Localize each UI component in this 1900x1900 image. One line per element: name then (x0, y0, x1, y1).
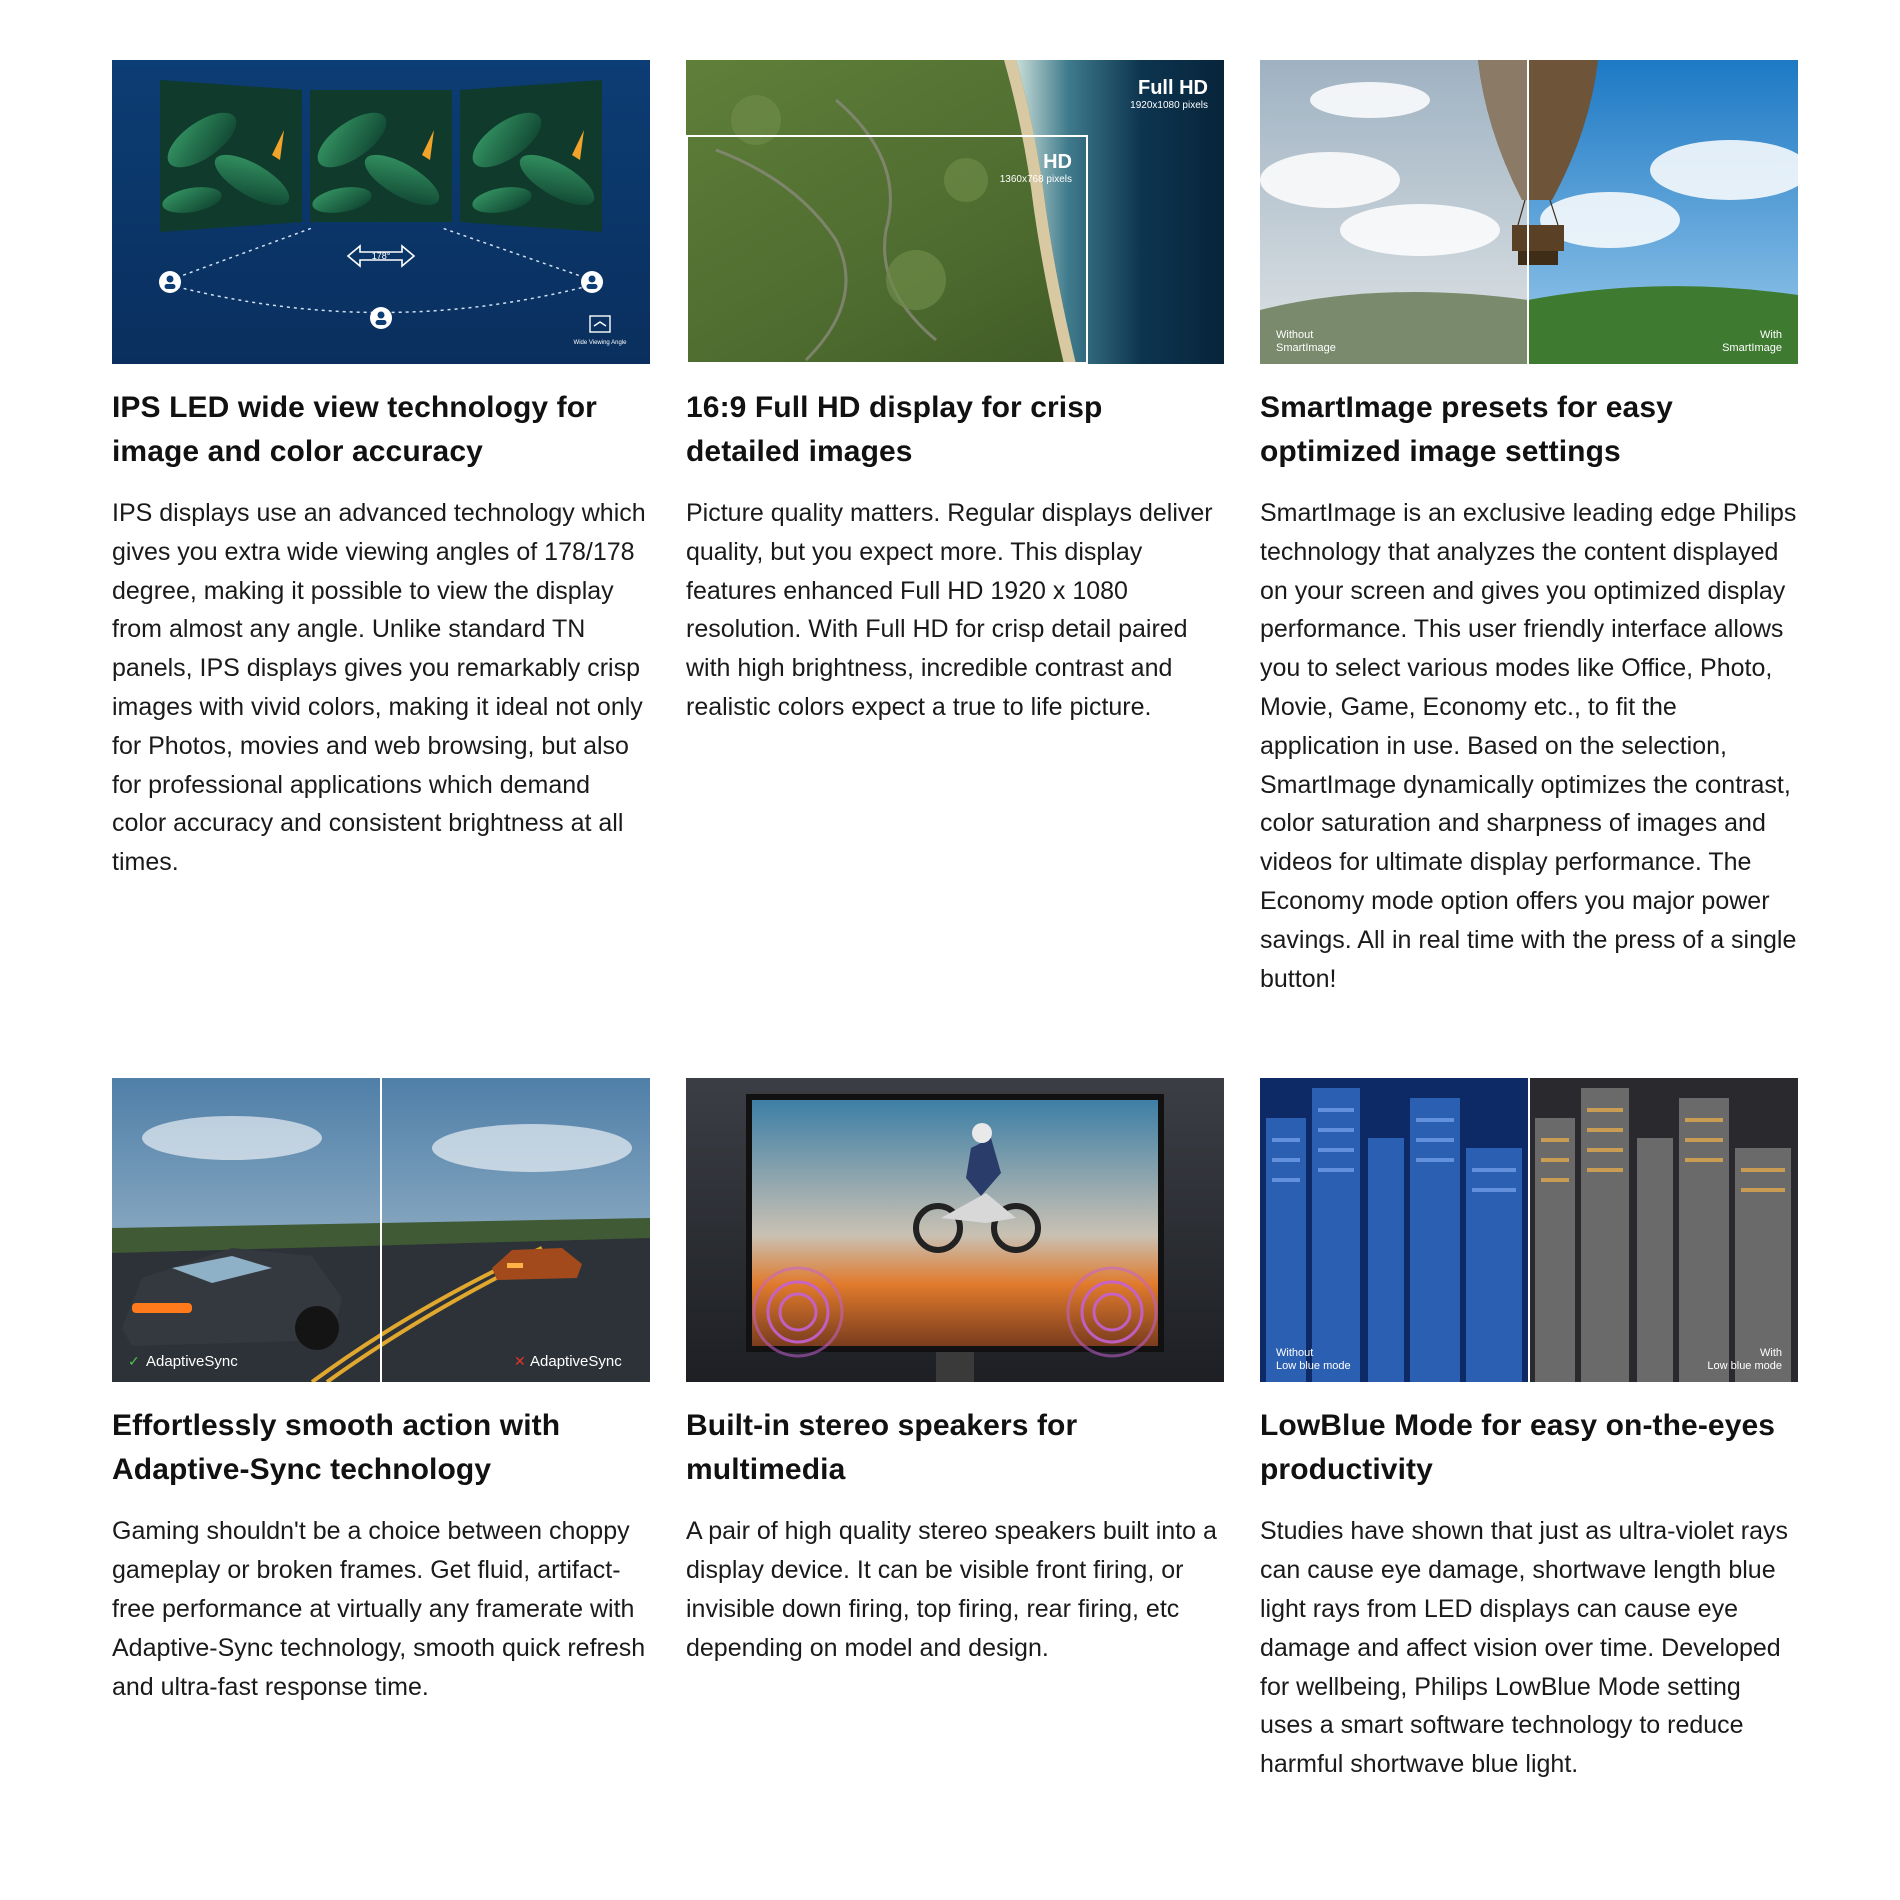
feature-description: IPS displays use an advanced technology which gives you extra wide viewing angles of 178/178 degree, making it possible to view the display from almost any angle. Unlike standard TN panels, IPS displays gives you remarkably crisp images with vivid colors, making it ideal not only for Photos, movies and web browsing, but also for professional applications which demand color accuracy and consistent brightness at all times. (112, 499, 646, 877)
feature-description: SmartImage is an exclusive leading edge Philips technology that analyzes the content displayed on your screen and gives you optimized display performance. This user friendly interface allows you to select various modes like Office, Photo, Movie, Game, Economy etc., to fit the application in use. Based on the selection, SmartImage dynamically optimizes the contrast, color saturation and sharpness of images and videos for ultimate display performance. The Economy mode option offers you major power savings. All in real time with the press of a single button! (1260, 499, 1797, 993)
feature-card-lowblue (1260, 1078, 1798, 1784)
feature-title: 16:9 Full HD display for crisp detailed images (686, 391, 1103, 468)
racing-car-comparison (112, 1078, 650, 1382)
feature-card-smartimage (1260, 60, 1798, 998)
feature-card-fullhd (686, 60, 1224, 998)
hd-label: HD (1043, 151, 1072, 173)
feature-grid (112, 60, 1798, 1784)
feature-title: IPS LED wide view technology for image and color accuracy (112, 391, 597, 468)
feature-description: Studies have shown that just as ultra-violet rays can cause eye damage, shortwave length blue light rays from LED displays can cause eye damage and affect vision over time. Developed for wellbeing, Philips LowBlue Mode setting uses a smart software technology to reduce harmful shortwave blue light. (1260, 1517, 1789, 1779)
without-label-1: Without (1276, 329, 1314, 341)
angle-label: 178° (371, 251, 391, 261)
angle-caption: Wide Viewing Angle (573, 340, 627, 346)
with-label-2: SmartImage (1722, 342, 1782, 354)
feature-description: Picture quality matters. Regular displays deliver quality, but you expect more. This display features enhanced Full HD 1920 x 1080 resolution. With Full HD for crisp detail paired with high brightness, incredible contrast and realistic colors expect a true to life picture. (686, 499, 1213, 721)
adaptivesync-on-label: AdaptiveSync (146, 1353, 238, 1371)
hot-air-balloon-comparison (1260, 60, 1798, 364)
cross-icon: ✕ (514, 1353, 526, 1370)
without-label-2: SmartImage (1276, 342, 1336, 354)
feature-card-ips (112, 60, 650, 998)
motocross-speakers-illustration (686, 1078, 1224, 1382)
hd-pixels: 1360x768 pixels (999, 174, 1072, 185)
with-label-1: With (1760, 1347, 1782, 1360)
without-label-1: Without (1276, 1347, 1314, 1360)
without-label-2: Low blue mode (1276, 1360, 1351, 1373)
feature-description: Gaming shouldn't be a choice between choppy gameplay or broken frames. Get fluid, artifact-free performance at virtually any framerate with Adaptive-Sync technology, smooth quick refresh and ultra-fast response time. (112, 1517, 646, 1701)
adaptivesync-off-label: AdaptiveSync (530, 1353, 622, 1371)
check-icon: ✓ (128, 1353, 140, 1370)
feature-title: Built-in stereo speakers for multimedia (686, 1409, 1078, 1487)
feature-title: Effortlessly smooth action with Adaptive-Sync technology (112, 1409, 561, 1487)
city-night-comparison (1260, 1078, 1798, 1382)
wide-viewing-angle-illustration (112, 60, 650, 364)
feature-description: A pair of high quality stereo speakers built into a display device. It can be visible front firing, or invisible down firing, top firing, rear firing, etc depending on model and design. (686, 1517, 1217, 1662)
feature-title: SmartImage presets for easy optimized image settings (1260, 391, 1673, 468)
with-label-2: Low blue mode (1707, 1360, 1782, 1373)
fullhd-pixels: 1920x1080 pixels (1130, 100, 1208, 111)
feature-card-adaptivesync (112, 1078, 650, 1784)
with-label-1: With (1760, 329, 1782, 341)
fullhd-label: Full HD (1138, 77, 1208, 99)
feature-title: LowBlue Mode for easy on-the-eyes productivity (1260, 1409, 1776, 1487)
resolution-comparison-illustration (686, 60, 1224, 364)
feature-card-speakers (686, 1078, 1224, 1784)
